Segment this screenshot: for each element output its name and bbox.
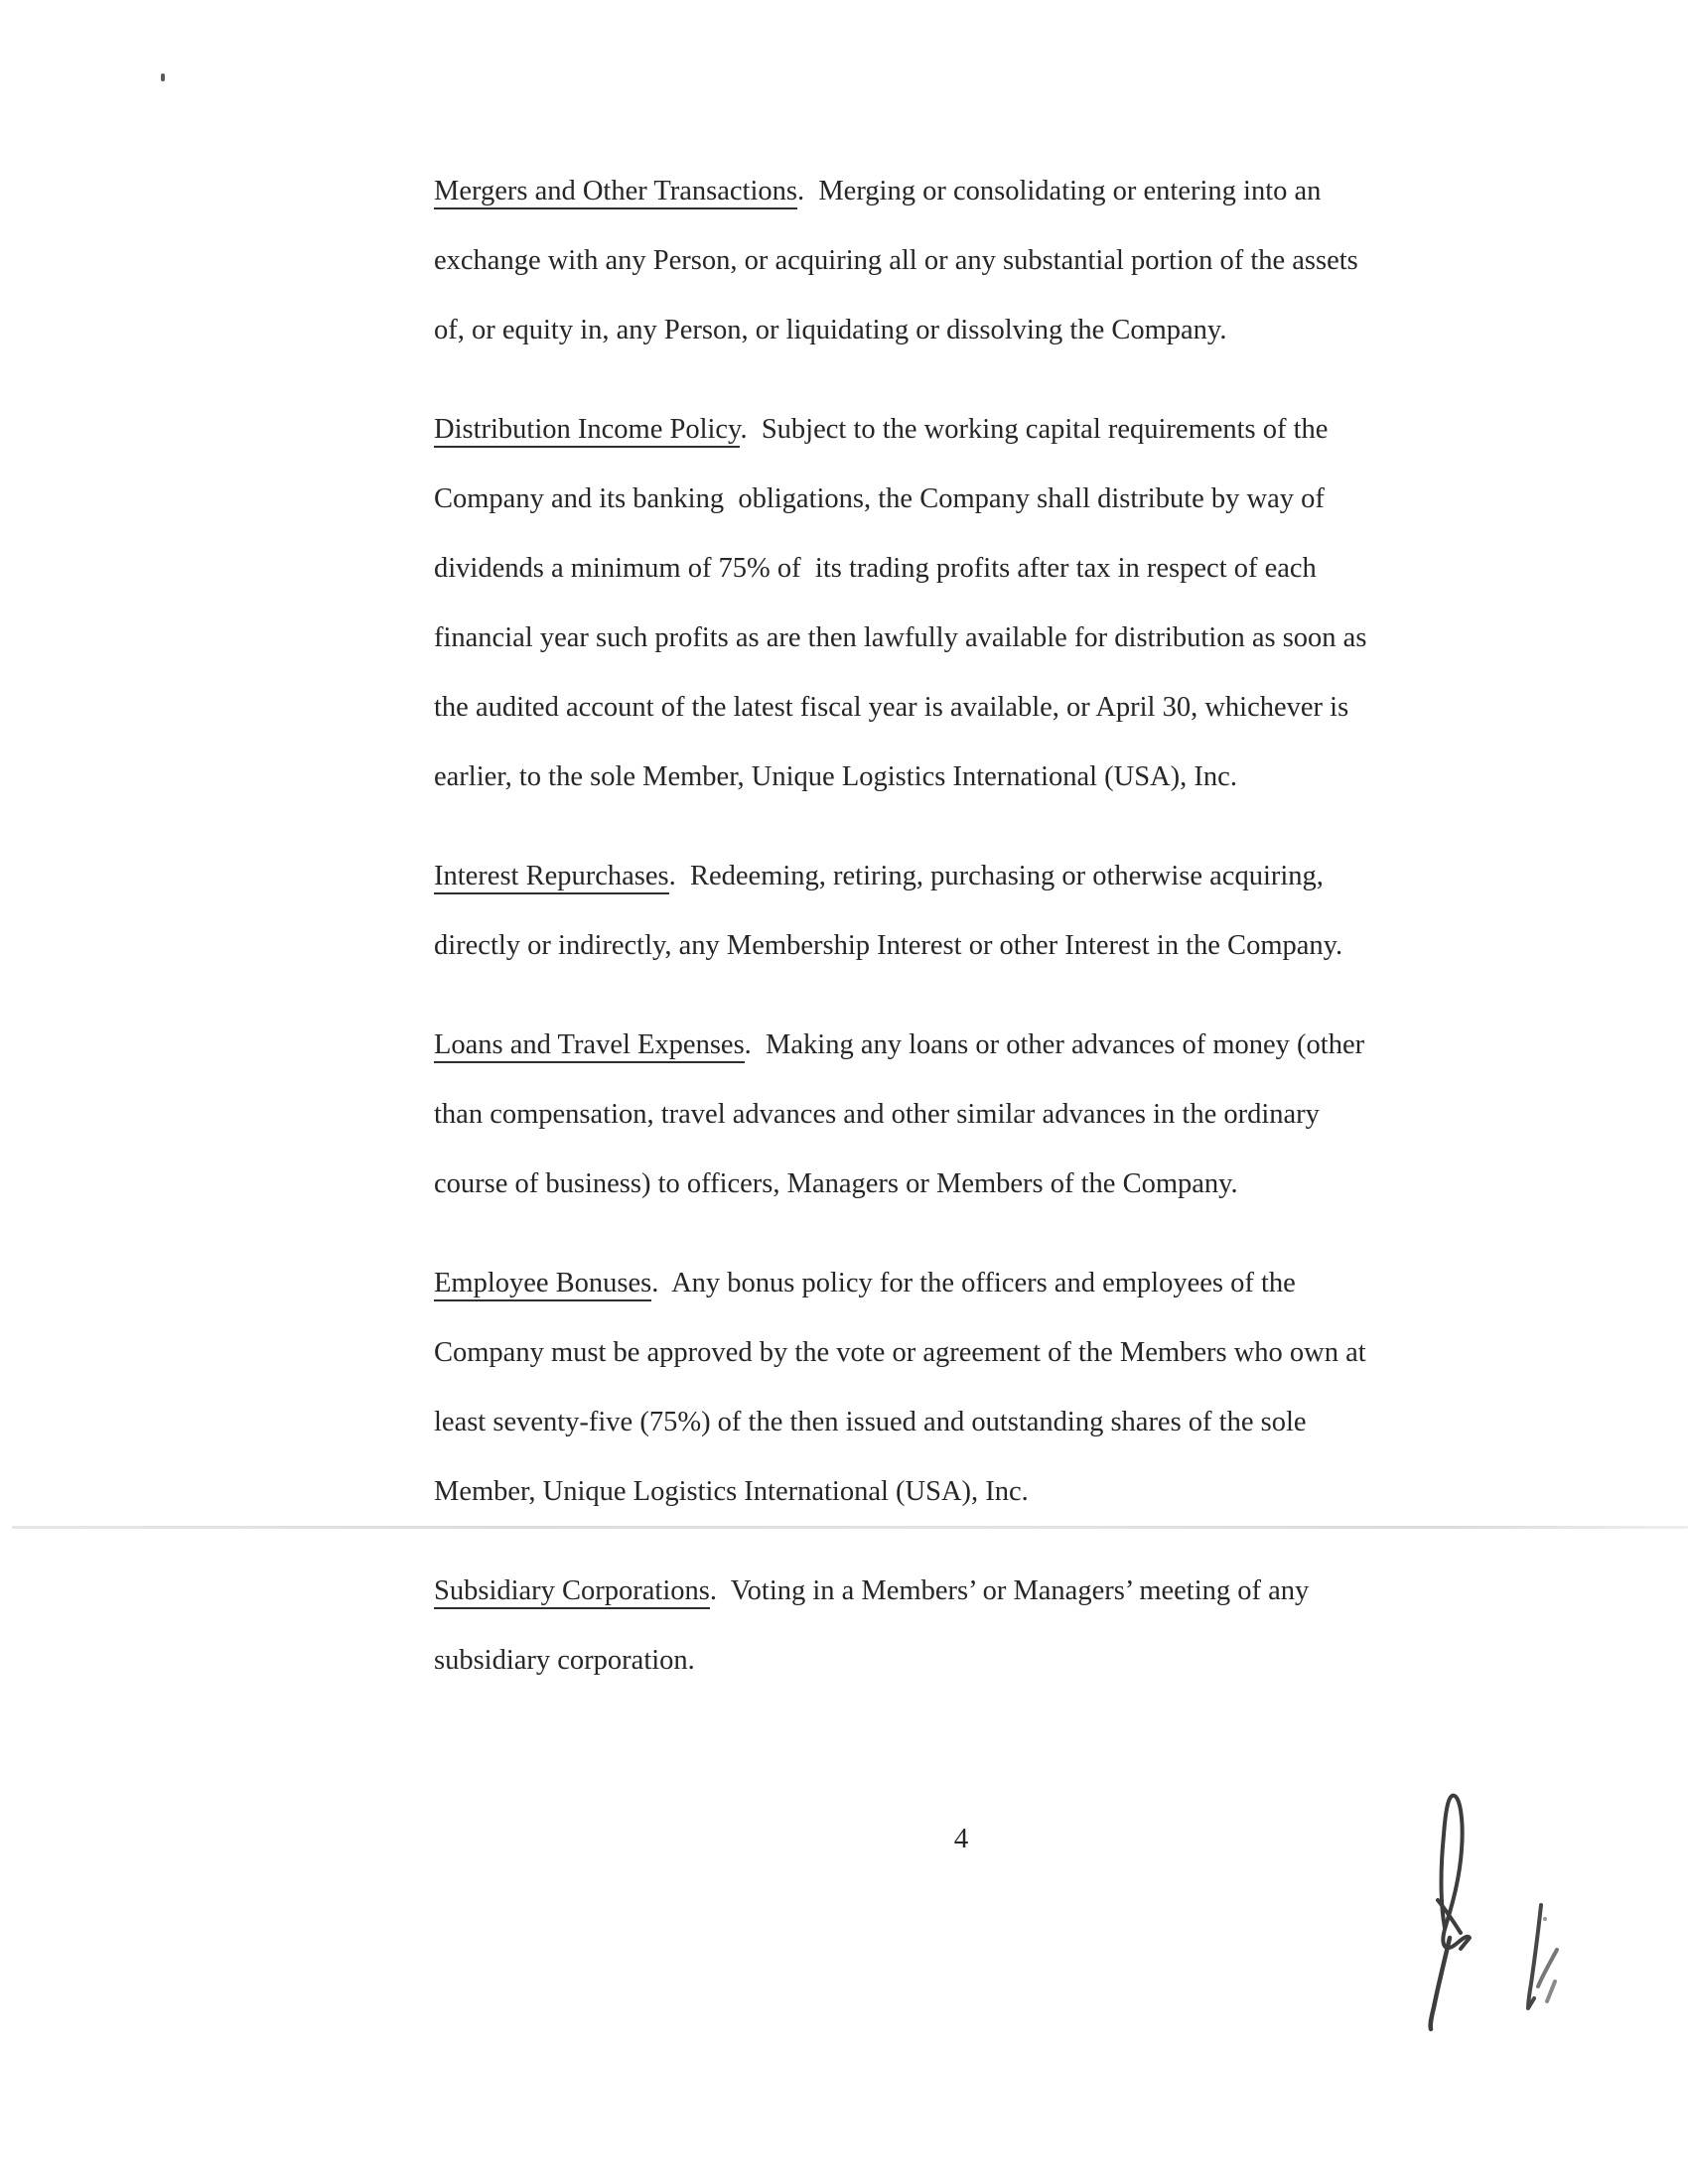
paragraph-heading: Employee Bonuses <box>434 1268 651 1301</box>
text-line: than compensation, travel advances and other similar advances in the ordinary <box>434 1099 1320 1130</box>
text-line <box>434 842 1526 911</box>
heading-separator: . <box>744 1029 767 1060</box>
text-line: Member, Unique Logistics International (USA), Inc. <box>434 1476 1029 1507</box>
paragraph-heading: Subsidiary Corporations <box>434 1575 710 1609</box>
text-line: of, or equity in, any Person, or liquidating or dissolving the Company. <box>434 315 1227 345</box>
heading-separator: . <box>651 1268 672 1298</box>
heading-separator: . <box>709 1575 731 1606</box>
text-line: dividends a minimum of 75% of its trading profits after tax in respect of each <box>434 553 1317 584</box>
paragraph-3 <box>434 842 1526 981</box>
scan-speck-artifact <box>161 73 165 81</box>
paragraph-heading: Loans and Travel Expenses <box>434 1029 745 1063</box>
text-line: subsidiary corporation. <box>434 1645 695 1676</box>
text-run: Voting in a Members’ or Managers’ meeting of any <box>730 1575 1310 1606</box>
scan-line-artifact <box>12 1526 1688 1529</box>
text-line <box>434 395 1526 465</box>
text-line: course of business) to officers, Managers or Members of the Company. <box>434 1168 1238 1199</box>
text-run: Subject to the working capital requirements of the <box>761 414 1329 445</box>
paragraph-4 <box>434 1011 1526 1219</box>
text-line: earlier, to the sole Member, Unique Logistics International (USA), Inc. <box>434 761 1237 792</box>
paragraph-6 <box>434 1557 1526 1696</box>
heading-separator: . <box>740 414 762 445</box>
document-paragraphs <box>434 157 1526 1725</box>
text-line <box>434 1249 1526 1318</box>
text-run: Making any loans or other advances of money (other <box>766 1029 1365 1060</box>
text-line <box>434 157 1526 226</box>
signature-initials-icon <box>1380 1757 1579 2045</box>
heading-separator: . <box>668 861 690 891</box>
text-line: Company must be approved by the vote or agreement of the Members who own at <box>434 1337 1366 1368</box>
text-line: financial year such profits as are then lawfully available for distribution as soon as <box>434 622 1367 653</box>
text-line: exchange with any Person, or acquiring all or any substantial portion of the assets <box>434 245 1358 276</box>
text-line: Company and its banking obligations, the Company shall distribute by way of <box>434 483 1325 514</box>
page-number: 4 <box>953 1823 969 1854</box>
text-run: Redeeming, retiring, purchasing or otherwise acquiring, <box>690 861 1324 891</box>
text-run: Merging or consolidating or entering into an <box>818 176 1322 206</box>
paragraph-heading: Distribution Income Policy <box>434 414 740 448</box>
paragraph-heading: Interest Repurchases <box>434 861 669 894</box>
text-line: the audited account of the latest fiscal year is available, or April 30, whichever is <box>434 692 1349 723</box>
paragraph-5 <box>434 1249 1526 1527</box>
paragraph-2 <box>434 395 1526 812</box>
text-line: directly or indirectly, any Membership Interest or other Interest in the Company. <box>434 930 1343 961</box>
paragraph-1 <box>434 157 1526 365</box>
text-line <box>434 1557 1526 1626</box>
text-line: least seventy-five (75%) of the then issued and outstanding shares of the sole <box>434 1407 1307 1437</box>
paragraph-heading: Mergers and Other Transactions <box>434 176 797 209</box>
heading-separator: . <box>796 176 819 206</box>
text-run: Any bonus policy for the officers and employees of the <box>671 1268 1296 1298</box>
text-line <box>434 1011 1526 1080</box>
